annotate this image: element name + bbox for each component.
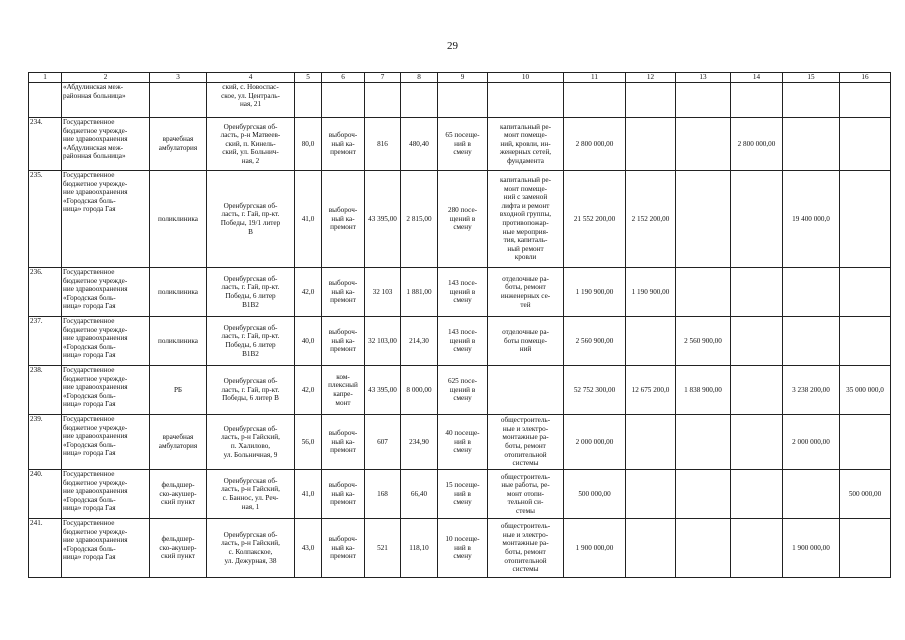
- area-cell: [401, 83, 438, 118]
- address-cell: Оренбургская об- ласть, р-н Гайский, с. Колпакское, ул. Дежурная, 38: [207, 519, 295, 578]
- area-cell: 214,30: [401, 317, 438, 366]
- column-number-9: 9: [438, 73, 488, 83]
- wear-percent-cell: 80,0: [295, 118, 322, 171]
- capacity-cell: 40 посеще- ний в смену: [438, 415, 488, 470]
- area-cell: 1 881,00: [401, 268, 438, 317]
- row-number-cell: 237.: [29, 317, 62, 366]
- year-2020-cell: 1 190 900,00: [626, 268, 676, 317]
- total-cost-cell: 52 752 300,00: [564, 366, 626, 415]
- total-cost-cell: [564, 83, 626, 118]
- year-2022-cell: [731, 470, 783, 519]
- repair-type-cell: выбороч- ный ка- премонт: [322, 118, 365, 171]
- year-2024-cell: [840, 519, 891, 578]
- year-2023-cell: [783, 83, 840, 118]
- repair-type-cell: выбороч- ный ка- премонт: [322, 415, 365, 470]
- column-number-2: 2: [62, 73, 150, 83]
- wear-percent-cell: [295, 83, 322, 118]
- row-number-cell: 239.: [29, 415, 62, 470]
- year-2020-cell: 12 675 200,0: [626, 366, 676, 415]
- year-2022-cell: [731, 415, 783, 470]
- works-description-cell: [488, 366, 564, 415]
- wear-percent-cell: 40,0: [295, 317, 322, 366]
- year-2024-cell: [840, 171, 891, 268]
- population-cell: 43 395,00: [365, 366, 401, 415]
- repair-type-cell: [322, 83, 365, 118]
- works-description-cell: общестроитель- ные и электро- монтажные ра- боты, ремонт отопительной системы: [488, 415, 564, 470]
- year-2024-cell: [840, 415, 891, 470]
- row-number-cell: 240.: [29, 470, 62, 519]
- row-number-cell: 236.: [29, 268, 62, 317]
- address-cell: Оренбургская об- ласть, г. Гай, пр-кт. Победы, 6 литер В1В2: [207, 268, 295, 317]
- works-description-cell: [488, 83, 564, 118]
- column-number-13: 13: [676, 73, 731, 83]
- institution-cell: Государственное бюджетное учрежде- ние здравоохранения «Городская боль- ница» города Гая: [62, 519, 150, 578]
- capacity-cell: 65 посеще- ний в смену: [438, 118, 488, 171]
- capacity-cell: [438, 83, 488, 118]
- year-2023-cell: [783, 118, 840, 171]
- works-description-cell: капитальный ре- монт помеще- ний с заменой лифта и ремонт входной группы, противопожар- ные мероприя- тия, капиталь- ный ремонт кровли: [488, 171, 564, 268]
- year-2023-cell: [783, 268, 840, 317]
- table-row: [29, 366, 891, 415]
- total-cost-cell: 2 560 900,00: [564, 317, 626, 366]
- address-cell: Оренбургская об- ласть, г. Гай, пр-кт. Победы, 6 литер В: [207, 366, 295, 415]
- area-cell: 8 000,00: [401, 366, 438, 415]
- institution-cell: Государственное бюджетное учрежде- ние здравоохранения «Городская боль- ница» города Гая: [62, 366, 150, 415]
- total-cost-cell: 1 900 000,00: [564, 519, 626, 578]
- year-2023-cell: 19 400 000,0: [783, 171, 840, 268]
- year-2022-cell: [731, 519, 783, 578]
- capacity-cell: 143 посе- щений в смену: [438, 317, 488, 366]
- population-cell: 43 395,00: [365, 171, 401, 268]
- row-number-cell: 235.: [29, 171, 62, 268]
- institution-cell: «Абдулинская меж- районная больница»: [62, 83, 150, 118]
- year-2020-cell: [626, 415, 676, 470]
- year-2022-cell: [731, 83, 783, 118]
- column-number-11: 11: [564, 73, 626, 83]
- wear-percent-cell: 42,0: [295, 366, 322, 415]
- year-2024-cell: [840, 83, 891, 118]
- population-cell: 521: [365, 519, 401, 578]
- facility-type-cell: РБ: [150, 366, 207, 415]
- total-cost-cell: 21 552 200,00: [564, 171, 626, 268]
- year-2020-cell: [626, 118, 676, 171]
- population-cell: 32 103,00: [365, 317, 401, 366]
- facility-type-cell: фельдшер- ско-акушер- ский пункт: [150, 519, 207, 578]
- facility-type-cell: врачебная амбулатория: [150, 415, 207, 470]
- year-2023-cell: 2 000 000,00: [783, 415, 840, 470]
- table-row: [29, 83, 891, 118]
- capacity-cell: 280 посе- щений в смену: [438, 171, 488, 268]
- institution-cell: Государственное бюджетное учрежде- ние здравоохранения «Городская боль- ница» города Гая: [62, 171, 150, 268]
- page-number: 29: [447, 40, 458, 52]
- year-2023-cell: [783, 470, 840, 519]
- repair-type-cell: выбороч- ный ка- премонт: [322, 317, 365, 366]
- year-2024-cell: 35 000 000,0: [840, 366, 891, 415]
- total-cost-cell: 2 800 000,00: [564, 118, 626, 171]
- row-number-cell: 241.: [29, 519, 62, 578]
- year-2022-cell: [731, 171, 783, 268]
- column-number-12: 12: [626, 73, 676, 83]
- year-2022-cell: [731, 268, 783, 317]
- year-2020-cell: [626, 83, 676, 118]
- population-cell: 168: [365, 470, 401, 519]
- institution-cell: Государственное бюджетное учрежде- ние здравоохранения «Городская боль- ница» города Гая: [62, 415, 150, 470]
- area-cell: 234,90: [401, 415, 438, 470]
- address-cell: Оренбургская об- ласть, р-н Гайский, п. Халилово, ул. Больничная, 9: [207, 415, 295, 470]
- column-number-6: 6: [322, 73, 365, 83]
- column-number-row: [29, 73, 891, 83]
- table-row: [29, 415, 891, 470]
- facilities-table: [28, 72, 891, 578]
- institution-cell: Государственное бюджетное учрежде- ние здравоохранения «Городская боль- ница» города Гая: [62, 470, 150, 519]
- year-2021-cell: [676, 83, 731, 118]
- area-cell: 66,40: [401, 470, 438, 519]
- total-cost-cell: 1 190 900,00: [564, 268, 626, 317]
- year-2022-cell: 2 800 000,00: [731, 118, 783, 171]
- facility-type-cell: [150, 83, 207, 118]
- table-row: [29, 317, 891, 366]
- population-cell: [365, 83, 401, 118]
- year-2022-cell: [731, 317, 783, 366]
- capacity-cell: 143 посе- щений в смену: [438, 268, 488, 317]
- year-2020-cell: [626, 470, 676, 519]
- table-row: [29, 519, 891, 578]
- year-2021-cell: 1 838 900,00: [676, 366, 731, 415]
- facility-type-cell: поликлиника: [150, 317, 207, 366]
- year-2020-cell: 2 152 200,00: [626, 171, 676, 268]
- year-2023-cell: [783, 317, 840, 366]
- year-2020-cell: [626, 317, 676, 366]
- total-cost-cell: 2 000 000,00: [564, 415, 626, 470]
- year-2021-cell: [676, 268, 731, 317]
- year-2021-cell: [676, 519, 731, 578]
- table-row: [29, 470, 891, 519]
- column-number-5: 5: [295, 73, 322, 83]
- year-2020-cell: [626, 519, 676, 578]
- year-2024-cell: [840, 317, 891, 366]
- table-row: [29, 268, 891, 317]
- repair-type-cell: выбороч- ный ка- премонт: [322, 268, 365, 317]
- year-2021-cell: [676, 118, 731, 171]
- population-cell: 607: [365, 415, 401, 470]
- column-number-4: 4: [207, 73, 295, 83]
- wear-percent-cell: 41,0: [295, 470, 322, 519]
- capacity-cell: 625 посе- щений в смену: [438, 366, 488, 415]
- repair-type-cell: выбороч- ный ка- премонт: [322, 470, 365, 519]
- capacity-cell: 10 посеще- ний в смену: [438, 519, 488, 578]
- wear-percent-cell: 56,0: [295, 415, 322, 470]
- column-number-3: 3: [150, 73, 207, 83]
- works-description-cell: отделочные ра- боты помеще- ний: [488, 317, 564, 366]
- table-row: [29, 171, 891, 268]
- repair-type-cell: ком- плексный капре- монт: [322, 366, 365, 415]
- year-2022-cell: [731, 366, 783, 415]
- repair-type-cell: выбороч- ный ка- премонт: [322, 519, 365, 578]
- row-number-cell: 238.: [29, 366, 62, 415]
- works-description-cell: общестроитель- ные работы, ре- монт отопи- тельной си- стемы: [488, 470, 564, 519]
- year-2021-cell: [676, 171, 731, 268]
- column-number-7: 7: [365, 73, 401, 83]
- facility-type-cell: фельдшер- ско-акушер- ский пункт: [150, 470, 207, 519]
- wear-percent-cell: 42,0: [295, 268, 322, 317]
- repair-type-cell: выбороч- ный ка- премонт: [322, 171, 365, 268]
- year-2021-cell: 2 560 900,00: [676, 317, 731, 366]
- capacity-cell: 15 посеще- ний в смену: [438, 470, 488, 519]
- row-number-cell: 234.: [29, 118, 62, 171]
- column-number-10: 10: [488, 73, 564, 83]
- facility-type-cell: поликлиника: [150, 268, 207, 317]
- works-description-cell: отделочные ра- боты, ремонт инженерных се- тей: [488, 268, 564, 317]
- address-cell: Оренбургская об- ласть, р-н Гайский, с. Баннос, ул. Реч- ная, 1: [207, 470, 295, 519]
- address-cell: ский, с. Новоспас- ское, ул. Централь- ная, 21: [207, 83, 295, 118]
- column-number-14: 14: [731, 73, 783, 83]
- column-number-15: 15: [783, 73, 840, 83]
- column-number-16: 16: [840, 73, 891, 83]
- table-row: [29, 118, 891, 171]
- works-description-cell: общестроитель- ные и электро- монтажные ра- боты, ремонт отопительной системы: [488, 519, 564, 578]
- year-2024-cell: 500 000,00: [840, 470, 891, 519]
- area-cell: 480,40: [401, 118, 438, 171]
- total-cost-cell: 500 000,00: [564, 470, 626, 519]
- institution-cell: Государственное бюджетное учрежде- ние здравоохранения «Городская боль- ница» города Гая: [62, 317, 150, 366]
- facility-type-cell: врачебная амбулатория: [150, 118, 207, 171]
- year-2021-cell: [676, 415, 731, 470]
- population-cell: 816: [365, 118, 401, 171]
- row-number-cell: [29, 83, 62, 118]
- wear-percent-cell: 41,0: [295, 171, 322, 268]
- address-cell: Оренбургская об- ласть, г. Гай, пр-кт. Победы, 6 литер В1В2: [207, 317, 295, 366]
- year-2024-cell: [840, 118, 891, 171]
- address-cell: Оренбургская об- ласть, р-н Матвеев- ский, п. Кинель- ский, ул. Больнич- ная, 2: [207, 118, 295, 171]
- year-2024-cell: [840, 268, 891, 317]
- area-cell: 2 815,00: [401, 171, 438, 268]
- facility-type-cell: поликлиника: [150, 171, 207, 268]
- area-cell: 118,10: [401, 519, 438, 578]
- year-2023-cell: 3 238 200,00: [783, 366, 840, 415]
- year-2021-cell: [676, 470, 731, 519]
- column-number-8: 8: [401, 73, 438, 83]
- population-cell: 32 103: [365, 268, 401, 317]
- institution-cell: Государственное бюджетное учрежде- ние здравоохранения «Городская боль- ница» города Гая: [62, 268, 150, 317]
- address-cell: Оренбургская об- ласть, г. Гай, пр-кт. Победы, 19/1 литер В: [207, 171, 295, 268]
- year-2023-cell: 1 900 000,00: [783, 519, 840, 578]
- institution-cell: Государственное бюджетное учрежде- ние здравоохранения «Абдулинская меж- районная больница»: [62, 118, 150, 171]
- works-description-cell: капитальный ре- монт помеще- ний, кровли, ин- женерных сетей, фундамента: [488, 118, 564, 171]
- wear-percent-cell: 43,0: [295, 519, 322, 578]
- column-number-1: 1: [29, 73, 62, 83]
